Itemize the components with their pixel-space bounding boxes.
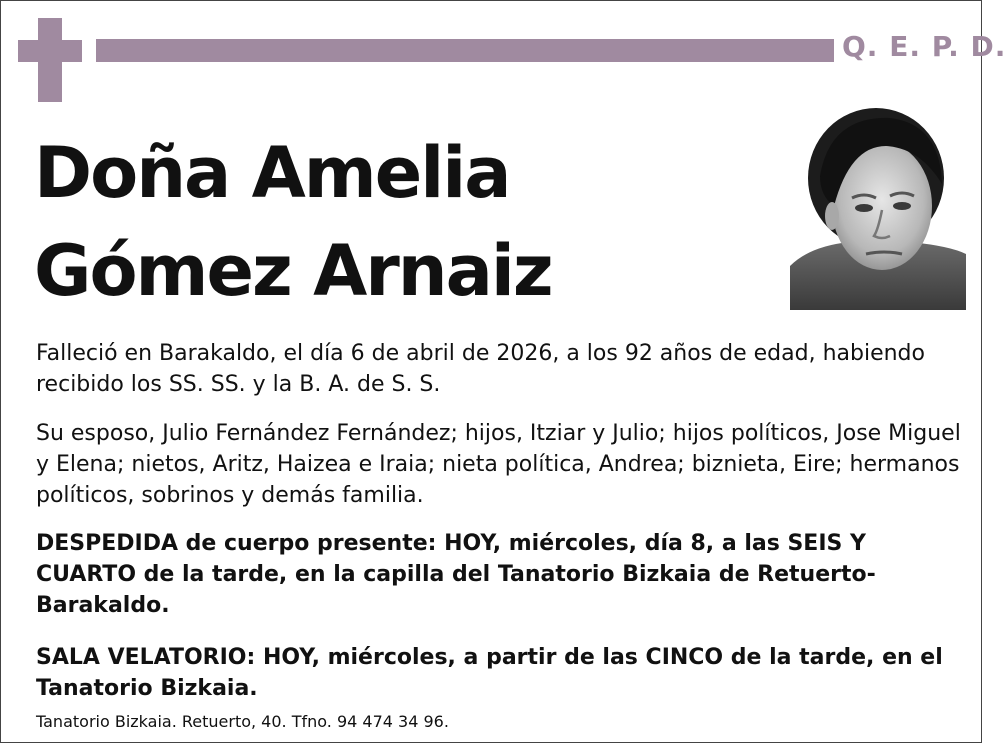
death-notice-text: Falleció en Barakaldo, el día 6 de abril de 2026, a los 92 años de edad, habiendo recibido los SS. SS. y la B. A. de S. S. (36, 341, 925, 397)
qepd-label: Q. E. P. D. (842, 30, 1006, 63)
wake-text: SALA VELATORIO: HOY, miércoles, a partir de las CINCO de la tarde, en el Tanatorio Bizkaia. (36, 645, 943, 701)
farewell-text: DESPEDIDA de cuerpo presente: HOY, miércoles, día 8, a las SEIS Y CUARTO de la tarde, en la capilla del Tanatorio Bizkaia de Retuerto-Barakaldo. (36, 531, 876, 618)
funeral-home-contact: Tanatorio Bizkaia. Retuerto, 40. Tfno. 94 474 34 96. (36, 712, 449, 731)
deceased-name-line2: Gómez Arnaiz (34, 230, 552, 312)
cross-icon-arm (18, 40, 82, 62)
header-bar (96, 39, 834, 62)
portrait-photo (790, 106, 966, 310)
deceased-name-line1: Doña Amelia (34, 132, 510, 214)
family-text: Su esposo, Julio Fernández Fernández; hijos, Itziar y Julio; hijos políticos, Jose Miguel y Elena; nietos, Aritz, Haizea e Iraia; nieta política, Andrea; biznieta, Eire; hermanos políticos, sobrinos y demás familia. (36, 421, 961, 508)
